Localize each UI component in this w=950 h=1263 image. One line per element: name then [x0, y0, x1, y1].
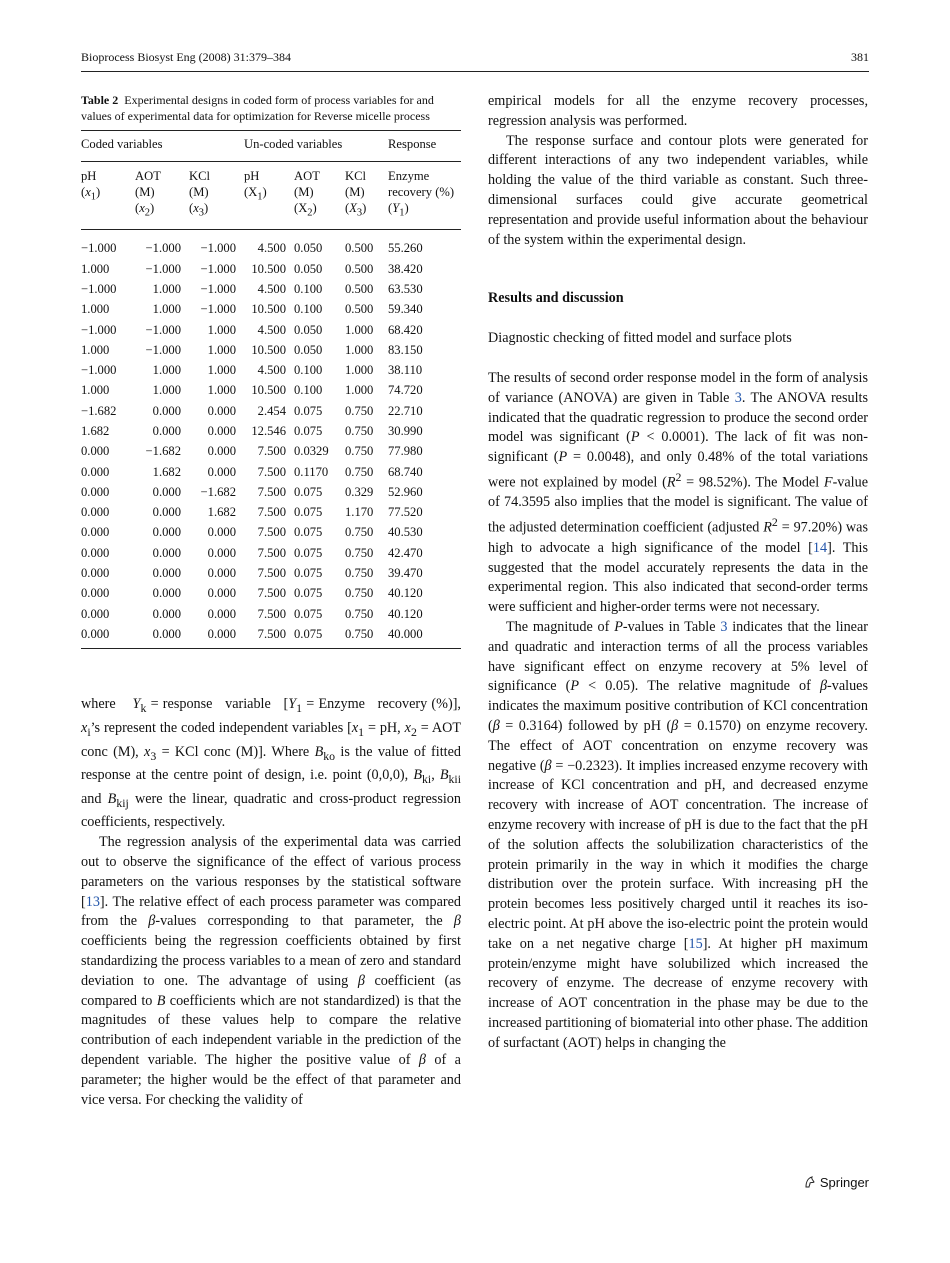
cell-ph-coded: 0.000 — [81, 566, 110, 581]
col-ph-uncoded: pH $(X_1)$ — [244, 168, 267, 203]
cell-aot-uncoded: 0.050 — [294, 241, 323, 256]
paragraph-regression: The regression analysis of the experimental data was carried out to observe the significance of the effect of various process parameters on the various responses by the statistical software [13]. The relative effect of each process parameter was compared from the β-values corresponding to that parameter, the β coefficients being the regression coefficients obtained by first standardizing the process variables to a mean of zero and standard deviation to one. The advantage of using β coefficient (as compared to B coefficients which are not standardized) is that the magnitudes of these values help to compare the relative contribution of each independent variable in the prediction of the dependent variable. The higher the positive value of β of a parameter; the higher would be the effect of that parameter and vice versa. For checking the validity of — [81, 834, 462, 1108]
cell-ph-coded: 1.000 — [81, 342, 110, 357]
cell-ph-coded: 0.000 — [81, 464, 110, 479]
table-row — [81, 522, 461, 542]
cell-enzyme-recovery: 38.420 — [388, 261, 423, 276]
table-row — [81, 259, 461, 279]
table-row — [81, 624, 461, 649]
cell-kcl-uncoded: 1.170 — [345, 505, 374, 520]
citation-14[interactable]: 14 — [812, 539, 828, 556]
cell-ph-coded: 0.000 — [81, 525, 110, 540]
cell-enzyme-recovery: 59.340 — [388, 302, 423, 317]
cell-kcl-coded: 0.000 — [207, 403, 236, 418]
paragraph-where: where $Y_k$ = response variable [$Y_1$ = Enzyme recovery (%)], $x_i’s$ represent the coded independent variables [$x_1$ = pH, $x_2$ = AOT conc (M), $x_3$ = KCl conc (M)]. Where $B_{ko}$ is the value of fitted response at the centre point of design, i.e. point (0,0,0), $B_{ki}$, $B_{kii}$ and $B_{kij}$ were the linear, quadratic and cross-product regression coefficients, respectively. — [81, 696, 462, 831]
cell-kcl-uncoded: 1.000 — [345, 363, 374, 378]
cell-aot-uncoded: 0.075 — [294, 525, 323, 540]
table-label: Table 2 — [81, 93, 119, 107]
cell-kcl-coded: 1.682 — [207, 505, 236, 520]
cell-aot-uncoded: 0.075 — [294, 423, 323, 438]
col-kcl-coded: KCl (M) $(x_3)$ — [189, 168, 210, 219]
cell-kcl-uncoded: 0.329 — [345, 484, 374, 499]
cell-kcl-uncoded: 0.500 — [345, 302, 374, 317]
cell-aot-coded: 1.000 — [152, 383, 181, 398]
cell-aot-coded: 1.682 — [152, 464, 181, 479]
col-aot-uncoded: AOT (M) $(X_2)$ — [294, 168, 320, 219]
springer-horse-icon — [803, 1175, 817, 1189]
table-column-header — [81, 161, 461, 230]
publisher-name: Springer — [819, 1175, 869, 1190]
cell-aot-coded: −1.682 — [145, 444, 181, 459]
cell-kcl-coded: 1.000 — [207, 383, 236, 398]
cell-kcl-uncoded: 0.750 — [345, 566, 374, 581]
table-row — [81, 583, 461, 603]
cell-ph-coded: 0.000 — [81, 626, 110, 641]
cell-ph-coded: −1.000 — [81, 241, 117, 256]
table-row — [81, 299, 461, 319]
cell-kcl-uncoded: 0.750 — [345, 626, 374, 641]
cell-enzyme-recovery: 30.990 — [388, 423, 423, 438]
paragraph-empirical: empirical models for all the enzyme recovery processes, regression analysis was performed. — [488, 93, 868, 129]
table-group-header — [81, 131, 461, 162]
cell-enzyme-recovery: 68.740 — [388, 464, 423, 479]
table-row — [81, 230, 461, 259]
cell-aot-uncoded: 0.075 — [294, 586, 323, 601]
cell-ph-uncoded: 7.500 — [257, 566, 286, 581]
table-row — [81, 441, 461, 461]
cell-kcl-uncoded: 0.750 — [345, 545, 374, 560]
cell-aot-uncoded: 0.100 — [294, 363, 323, 378]
right-column — [488, 92, 868, 1054]
cell-kcl-coded: 1.000 — [207, 342, 236, 357]
table-row — [81, 340, 461, 360]
cell-enzyme-recovery: 40.530 — [388, 525, 423, 540]
citation-13[interactable]: 13 — [85, 893, 100, 910]
cell-aot-coded: 0.000 — [152, 403, 181, 418]
cell-enzyme-recovery: 77.980 — [388, 444, 423, 459]
cell-aot-coded: −1.000 — [145, 342, 181, 357]
cell-ph-uncoded: 7.500 — [257, 586, 286, 601]
cell-kcl-coded: 0.000 — [207, 545, 236, 560]
cell-ph-coded: 0.000 — [81, 444, 110, 459]
cell-aot-uncoded: 0.075 — [294, 505, 323, 520]
cell-ph-uncoded: 2.454 — [257, 403, 286, 418]
cell-aot-uncoded: 0.075 — [294, 403, 323, 418]
cell-ph-uncoded: 7.500 — [257, 545, 286, 560]
cell-enzyme-recovery: 77.520 — [388, 505, 423, 520]
cell-aot-uncoded: 0.050 — [294, 342, 323, 357]
table-row — [81, 462, 461, 482]
cell-ph-uncoded: 10.500 — [251, 342, 286, 357]
cell-ph-uncoded: 10.500 — [251, 302, 286, 317]
table-row — [81, 401, 461, 421]
cell-aot-uncoded: 0.075 — [294, 606, 323, 621]
cell-kcl-coded: 0.000 — [207, 566, 236, 581]
cell-ph-uncoded: 12.546 — [251, 423, 286, 438]
table-caption-text: Experimental designs in coded form of process variables for and values of experimental data for optimization for Reverse micelle process — [81, 93, 434, 123]
table-body — [81, 230, 461, 649]
cell-kcl-uncoded: 0.750 — [345, 525, 374, 540]
experimental-design-table — [81, 130, 461, 649]
col-kcl-uncoded: KCl (M) $(X_3)$ — [345, 168, 367, 219]
cell-aot-uncoded: 0.100 — [294, 281, 323, 296]
cell-aot-coded: 1.000 — [152, 281, 181, 296]
cell-ph-coded: 0.000 — [81, 505, 110, 520]
cell-kcl-uncoded: 0.750 — [345, 403, 374, 418]
cell-aot-coded: 0.000 — [152, 626, 181, 641]
table-3-link-2[interactable]: 3 — [720, 619, 728, 635]
response-header: Response — [388, 131, 461, 162]
cell-kcl-uncoded: 0.500 — [345, 261, 374, 276]
cell-aot-coded: −1.000 — [145, 241, 181, 256]
cell-aot-coded: 0.000 — [152, 423, 181, 438]
table-row — [81, 604, 461, 624]
cell-aot-coded: 0.000 — [152, 586, 181, 601]
cell-ph-uncoded: 7.500 — [257, 484, 286, 499]
col-aot-coded: AOT (M) $(x_2)$ — [135, 168, 161, 219]
coded-variables-header: Coded variables — [81, 131, 244, 162]
cell-enzyme-recovery: 40.120 — [388, 606, 423, 621]
cell-aot-uncoded: 0.050 — [294, 322, 323, 337]
publisher-footer — [803, 1175, 869, 1190]
cell-enzyme-recovery: 68.420 — [388, 322, 423, 337]
cell-ph-uncoded: 7.500 — [257, 606, 286, 621]
cell-aot-uncoded: 0.1170 — [294, 464, 329, 479]
cell-enzyme-recovery: 63.530 — [388, 281, 423, 296]
table-caption — [81, 92, 461, 124]
table-row — [81, 320, 461, 340]
uncoded-variables-header: Un-coded variables — [244, 131, 388, 162]
cell-ph-uncoded: 7.500 — [257, 626, 286, 641]
cell-kcl-uncoded: 0.750 — [345, 586, 374, 601]
cell-aot-uncoded: 0.100 — [294, 302, 323, 317]
cell-kcl-uncoded: 1.000 — [345, 322, 374, 337]
cell-ph-coded: 0.000 — [81, 606, 110, 621]
paragraph-p-values: The magnitude of P-values in Table 3 indicates that the linear and quadratic and interaction terms of all the process variables have significant effect on enzyme recovery at 5% level of significance (P < 0.05). The relative magnitude of β-values indicates the maximum positive contribution of KCl concentration (β = 0.3164) followed by pH (β = 0.1570) on enzyme recovery. The effect of AOT concentration on enzyme recovery was negative (β = −0.2323). It implies increased enzyme recovery with increase of KCl concentration and pH, and decreased enzyme recovery with increase of AOT concentration. The increase of enzyme recovery with increase of pH is due to the fact that the pH of the solution affects the solubilization characteristics of the protein primarily in the way in which it modifies the charge distribution over the protein surface. With increasing pH the protein becomes less positively charged until it reaches its iso-electric point. At pH above the iso-electric point the protein would take on a net negative charge [15]. At higher pH maximum protein/enzyme might have solubilized which increased the recovery of enzyme. The decrease of enzyme recovery with increase of AOT concentration in the phase may be due to the increased partitioning of biomaterial into other phase. The addition of surfactant (AOT) helps in changing the — [488, 619, 868, 1051]
cell-kcl-uncoded: 0.750 — [345, 606, 374, 621]
cell-aot-coded: 1.000 — [152, 302, 181, 317]
cell-enzyme-recovery: 39.470 — [388, 566, 423, 581]
cell-ph-coded: 1.000 — [81, 302, 110, 317]
cell-aot-coded: 0.000 — [152, 484, 181, 499]
cell-enzyme-recovery: 52.960 — [388, 484, 423, 499]
cell-kcl-coded: 0.000 — [207, 626, 236, 641]
cell-kcl-coded: −1.682 — [200, 484, 236, 499]
cell-ph-coded: −1.682 — [81, 403, 117, 418]
cell-aot-uncoded: 0.075 — [294, 626, 323, 641]
cell-kcl-coded: −1.000 — [200, 241, 236, 256]
cell-aot-uncoded: 0.075 — [294, 566, 323, 581]
cell-aot-uncoded: 0.050 — [294, 261, 323, 276]
regression-text: The regression analysis of the experimental data was carried out to observe the significance of the effect of various process parameters on the various responses by the statistical software — [81, 834, 461, 890]
cell-ph-uncoded: 7.500 — [257, 444, 286, 459]
col-ph-coded: pH $(x_1)$ — [81, 168, 101, 203]
table-3-link[interactable]: 3 — [734, 389, 742, 406]
cell-kcl-coded: 0.000 — [207, 606, 236, 621]
cell-ph-coded: 0.000 — [81, 545, 110, 560]
table-row — [81, 482, 461, 502]
cell-ph-coded: 1.000 — [81, 383, 110, 398]
cell-ph-uncoded: 7.500 — [257, 464, 286, 479]
table-row — [81, 502, 461, 522]
cell-aot-coded: −1.000 — [145, 261, 181, 276]
cell-ph-uncoded: 4.500 — [257, 322, 286, 337]
cell-kcl-uncoded: 0.750 — [345, 423, 374, 438]
cell-kcl-uncoded: 0.500 — [345, 281, 374, 296]
cell-enzyme-recovery: 38.110 — [388, 363, 423, 378]
cell-kcl-uncoded: 1.000 — [345, 383, 374, 398]
table-row — [81, 279, 461, 299]
cell-aot-coded: 0.000 — [152, 525, 181, 540]
cell-aot-uncoded: 0.0329 — [294, 444, 329, 459]
cell-kcl-coded: −1.000 — [200, 302, 236, 317]
cell-ph-coded: −1.000 — [81, 281, 117, 296]
cell-ph-uncoded: 7.500 — [257, 505, 286, 520]
cell-enzyme-recovery: 83.150 — [388, 342, 423, 357]
table-row — [81, 380, 461, 400]
cell-enzyme-recovery: 40.000 — [388, 626, 423, 641]
cell-ph-uncoded: 7.500 — [257, 525, 286, 540]
left-column — [81, 92, 461, 1110]
cell-kcl-uncoded: 0.750 — [345, 464, 374, 479]
cell-aot-uncoded: 0.075 — [294, 545, 323, 560]
header-rule — [81, 71, 869, 72]
cell-kcl-coded: 1.000 — [207, 322, 236, 337]
cell-ph-coded: 1.682 — [81, 423, 110, 438]
cell-aot-coded: 0.000 — [152, 545, 181, 560]
citation-15[interactable]: 15 — [688, 935, 703, 952]
cell-ph-coded: −1.000 — [81, 322, 117, 337]
cell-kcl-coded: −1.000 — [200, 261, 236, 276]
col-enzyme-recovery: Enzyme recovery (%) $(Y_1)$ — [388, 168, 455, 219]
cell-kcl-coded: 0.000 — [207, 464, 236, 479]
cell-aot-uncoded: 0.100 — [294, 383, 323, 398]
cell-enzyme-recovery: 22.710 — [388, 403, 423, 418]
section-title: Results and discussion — [488, 290, 624, 307]
cell-ph-coded: −1.000 — [81, 363, 117, 378]
table-row — [81, 563, 461, 583]
cell-ph-uncoded: 4.500 — [257, 281, 286, 296]
cell-ph-uncoded: 4.500 — [257, 241, 286, 256]
paragraph-anova: The results of second order response model in the form of analysis of variance (ANOVA) are given in Table 3. The ANOVA results indicated that the quadratic regression to produce the second order model was significant (P < 0.0001). The lack of fit was non-significant (P = 0.0048), and only 0.48% of the total variations were not explained by model $(R^2 = 98.52\%)$. The Model F-value of 74.3595 also implies that the model is significant. The value of the adjusted determination coefficient (adjusted $R^2 = 97.20\%$) was high to advocate a high significance of the model [14]. This suggested that the model accurately represents the data in the experimental region. This also indicated that second-order terms were sufficient and higher-order terms were not necessary. — [488, 369, 869, 616]
cell-enzyme-recovery: 42.470 — [388, 545, 423, 560]
cell-aot-coded: −1.000 — [145, 322, 181, 337]
cell-ph-uncoded: 4.500 — [257, 363, 286, 378]
running-header — [81, 50, 869, 70]
paragraph-response-surface: The response surface and contour plots were generated for different interactions of any two independent variables, while holding the value of the third variable as constant. Such three-dimensional surfaces could give accurate geometrical representation and provide useful information about the behaviour of the system within the experimental design. — [488, 132, 868, 248]
cell-kcl-uncoded: 1.000 — [345, 342, 374, 357]
cell-ph-uncoded: 10.500 — [251, 383, 286, 398]
cell-aot-coded: 0.000 — [152, 505, 181, 520]
cell-aot-coded: 0.000 — [152, 606, 181, 621]
cell-ph-coded: 0.000 — [81, 586, 110, 601]
cell-aot-uncoded: 0.075 — [294, 484, 323, 499]
table-row — [81, 421, 461, 441]
table-row — [81, 543, 461, 563]
cell-kcl-uncoded: 0.750 — [345, 444, 374, 459]
cell-aot-coded: 0.000 — [152, 566, 181, 581]
cell-kcl-coded: 0.000 — [207, 444, 236, 459]
table-row — [81, 360, 461, 380]
cell-aot-coded: 1.000 — [152, 363, 181, 378]
cell-kcl-coded: 0.000 — [207, 586, 236, 601]
cell-ph-coded: 1.000 — [81, 261, 110, 276]
cell-kcl-coded: −1.000 — [200, 281, 236, 296]
page-number: 381 — [851, 50, 869, 64]
cell-kcl-coded: 0.000 — [207, 525, 236, 540]
cell-enzyme-recovery: 74.720 — [388, 383, 423, 398]
subsection-title: Diagnostic checking of fitted model and surface plots — [488, 330, 792, 347]
cell-ph-uncoded: 10.500 — [251, 261, 286, 276]
journal-citation: Bioprocess Biosyst Eng (2008) 31:379–384 — [81, 50, 291, 64]
cell-kcl-coded: 1.000 — [207, 363, 236, 378]
cell-enzyme-recovery: 40.120 — [388, 586, 423, 601]
cell-kcl-uncoded: 0.500 — [345, 241, 374, 256]
cell-kcl-coded: 0.000 — [207, 423, 236, 438]
cell-enzyme-recovery: 55.260 — [388, 241, 423, 256]
cell-ph-coded: 0.000 — [81, 484, 110, 499]
